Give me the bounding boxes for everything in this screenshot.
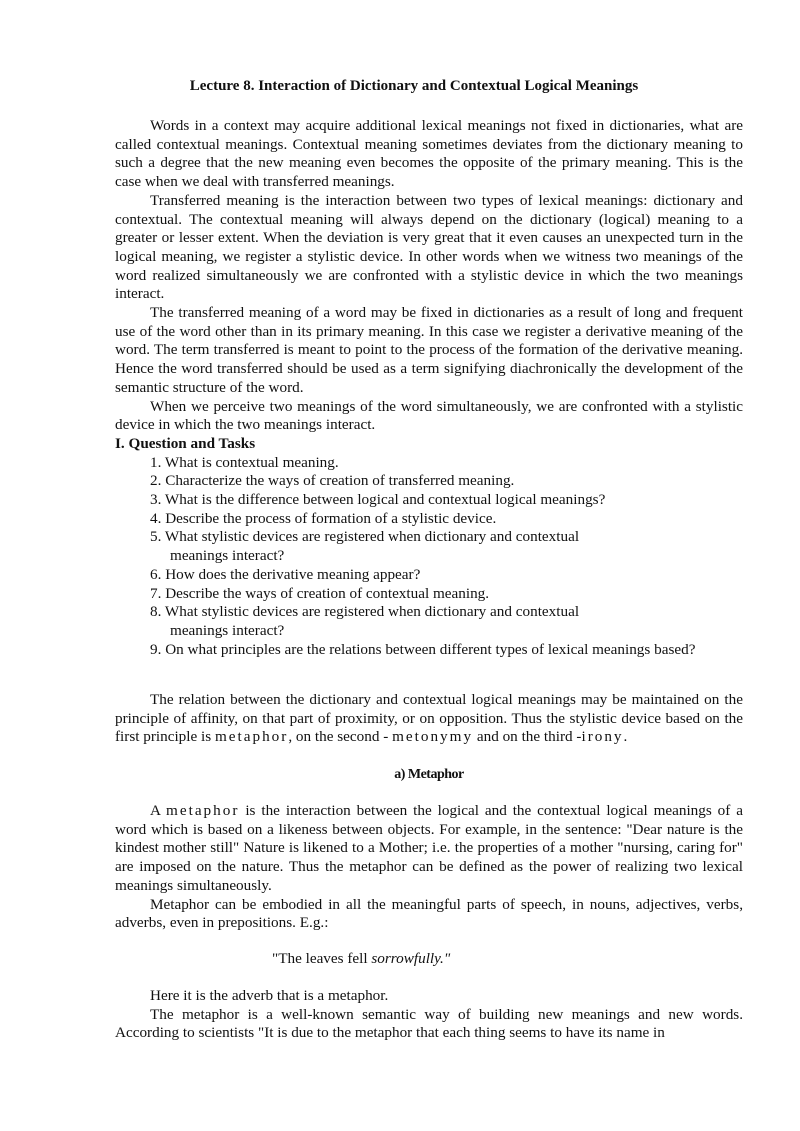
task-text: 8. What stylistic devices are registered when dictionary and contextual	[150, 603, 580, 621]
task-text-continued: meanings interact?	[170, 547, 285, 565]
term-irony: irony	[581, 728, 624, 746]
list-item	[150, 603, 743, 640]
list-item	[150, 641, 743, 660]
paragraph	[115, 691, 743, 747]
list-item	[150, 585, 743, 604]
list-item	[150, 454, 743, 473]
example-quote	[272, 950, 450, 969]
task-text: 7. Describe the ways of creation of contextual meaning.	[150, 584, 490, 602]
task-text: 5. What stylistic devices are registered when dictionary and contextual	[150, 528, 580, 546]
page-title: Lecture 8. Interaction of Dictionary and Contextual Logical Meanings	[189, 78, 639, 94]
paragraph: Words in a context may acquire additional lexical meanings not fixed in dictionaries, what are called contextual meanings. Contextual meaning sometimes deviates from the dictionary meaning to such a degree that the new meaning even becomes the opposite of the primary meaning. This is the case when we deal with transferred meanings.	[115, 117, 743, 191]
definition-text: A	[150, 802, 167, 819]
tasks-list	[115, 454, 743, 660]
task-text: 3. What is the difference between logical and contextual logical meanings?	[150, 491, 606, 509]
term-metaphor: metaphor	[166, 802, 240, 819]
paragraph	[115, 802, 743, 896]
closing-section	[115, 987, 743, 1043]
task-text: 2. Characterize the ways of creation of transferred meaning.	[150, 472, 515, 490]
relation-section	[115, 691, 743, 747]
task-text: 1. What is contextual meaning.	[150, 453, 339, 471]
task-text: 9. On what principles are the relations between different types of lexical meanings based?	[150, 640, 696, 658]
metaphor-heading: a) Metaphor	[394, 767, 464, 782]
task-text: 4. Describe the process of formation of a stylistic device.	[150, 509, 497, 527]
example-italic: sorrowfully."	[371, 950, 451, 967]
paragraph: The metaphor is a well-known semantic way of building new meanings and new words. According to scientists "It is due to the metaphor that each thing seems to have its name in	[115, 1005, 743, 1042]
intro-section	[115, 117, 743, 659]
paragraph: When we perceive two meanings of the word simultaneously, we are confronted with a stylistic device in which the two meanings interact.	[115, 397, 743, 434]
relation-text: .	[623, 728, 628, 746]
relation-text: The relation between the dictionary and contextual logical meanings may be maintained on the principle of affinity, on that part of proximity, or on opposition. Thus the stylistic device based on the first principle is	[115, 691, 743, 746]
tasks-heading: I. Question and Tasks	[115, 434, 256, 452]
metaphor-section	[115, 802, 743, 933]
term-metaphor: metaphor	[214, 728, 289, 746]
example-text: "The leaves fell	[272, 950, 372, 967]
task-text: 6. How does the derivative meaning appear?	[150, 565, 421, 583]
paragraph: Transferred meaning is the interaction between two types of lexical meanings: dictionary and contextual. The contextual meaning will always depend on the dictionary (logical) meaning to a greater or lesser extent. When the deviation is very great that it even causes an unexpected turn in the logical meaning, we register a stylistic device. In other words when we witness two meanings of the word realized simultaneously we are confronted with a stylistic device in which the two meanings interact.	[115, 191, 743, 303]
paragraph: Metaphor can be embodied in all the meaningful parts of speech, in nouns, adjectives, verbs, adverbs, even in prepositions. E.g.:	[115, 895, 743, 932]
list-item	[150, 472, 743, 491]
paragraph: Here it is the adverb that is a metaphor.	[150, 987, 389, 1004]
paragraph: The transferred meaning of a word may be fixed in dictionaries as a result of long and frequent use of the word other than in its primary meaning. In this case we register a derivative meaning of the word. The term transferred is meant to point to the process of the formation of the derivative meaning. Hence the word transferred should be used as a term signifying diachronically the development of the semantic structure of the word.	[115, 304, 743, 396]
relation-text: and on the third -	[473, 728, 582, 746]
list-item	[150, 510, 743, 529]
term-metonymy: metonymy	[392, 728, 474, 746]
task-text-continued: meanings interact?	[170, 621, 285, 639]
list-item	[150, 528, 743, 565]
definition-text: is the interaction between the logical and the contextual logical meanings of a word which is based on a likeness between objects. For example, in the sentence: "Dear nature is the kindest mother still" Nature is likened to a Mother; i.e. the properties of a mother "nursing, caring for" are imposed on the nature. Thus the metaphor can be defined as the power of realizing two lexical meanings simultaneously.	[115, 802, 743, 894]
list-item	[150, 566, 743, 585]
list-item	[150, 491, 743, 510]
relation-text: , on the second -	[288, 728, 393, 746]
